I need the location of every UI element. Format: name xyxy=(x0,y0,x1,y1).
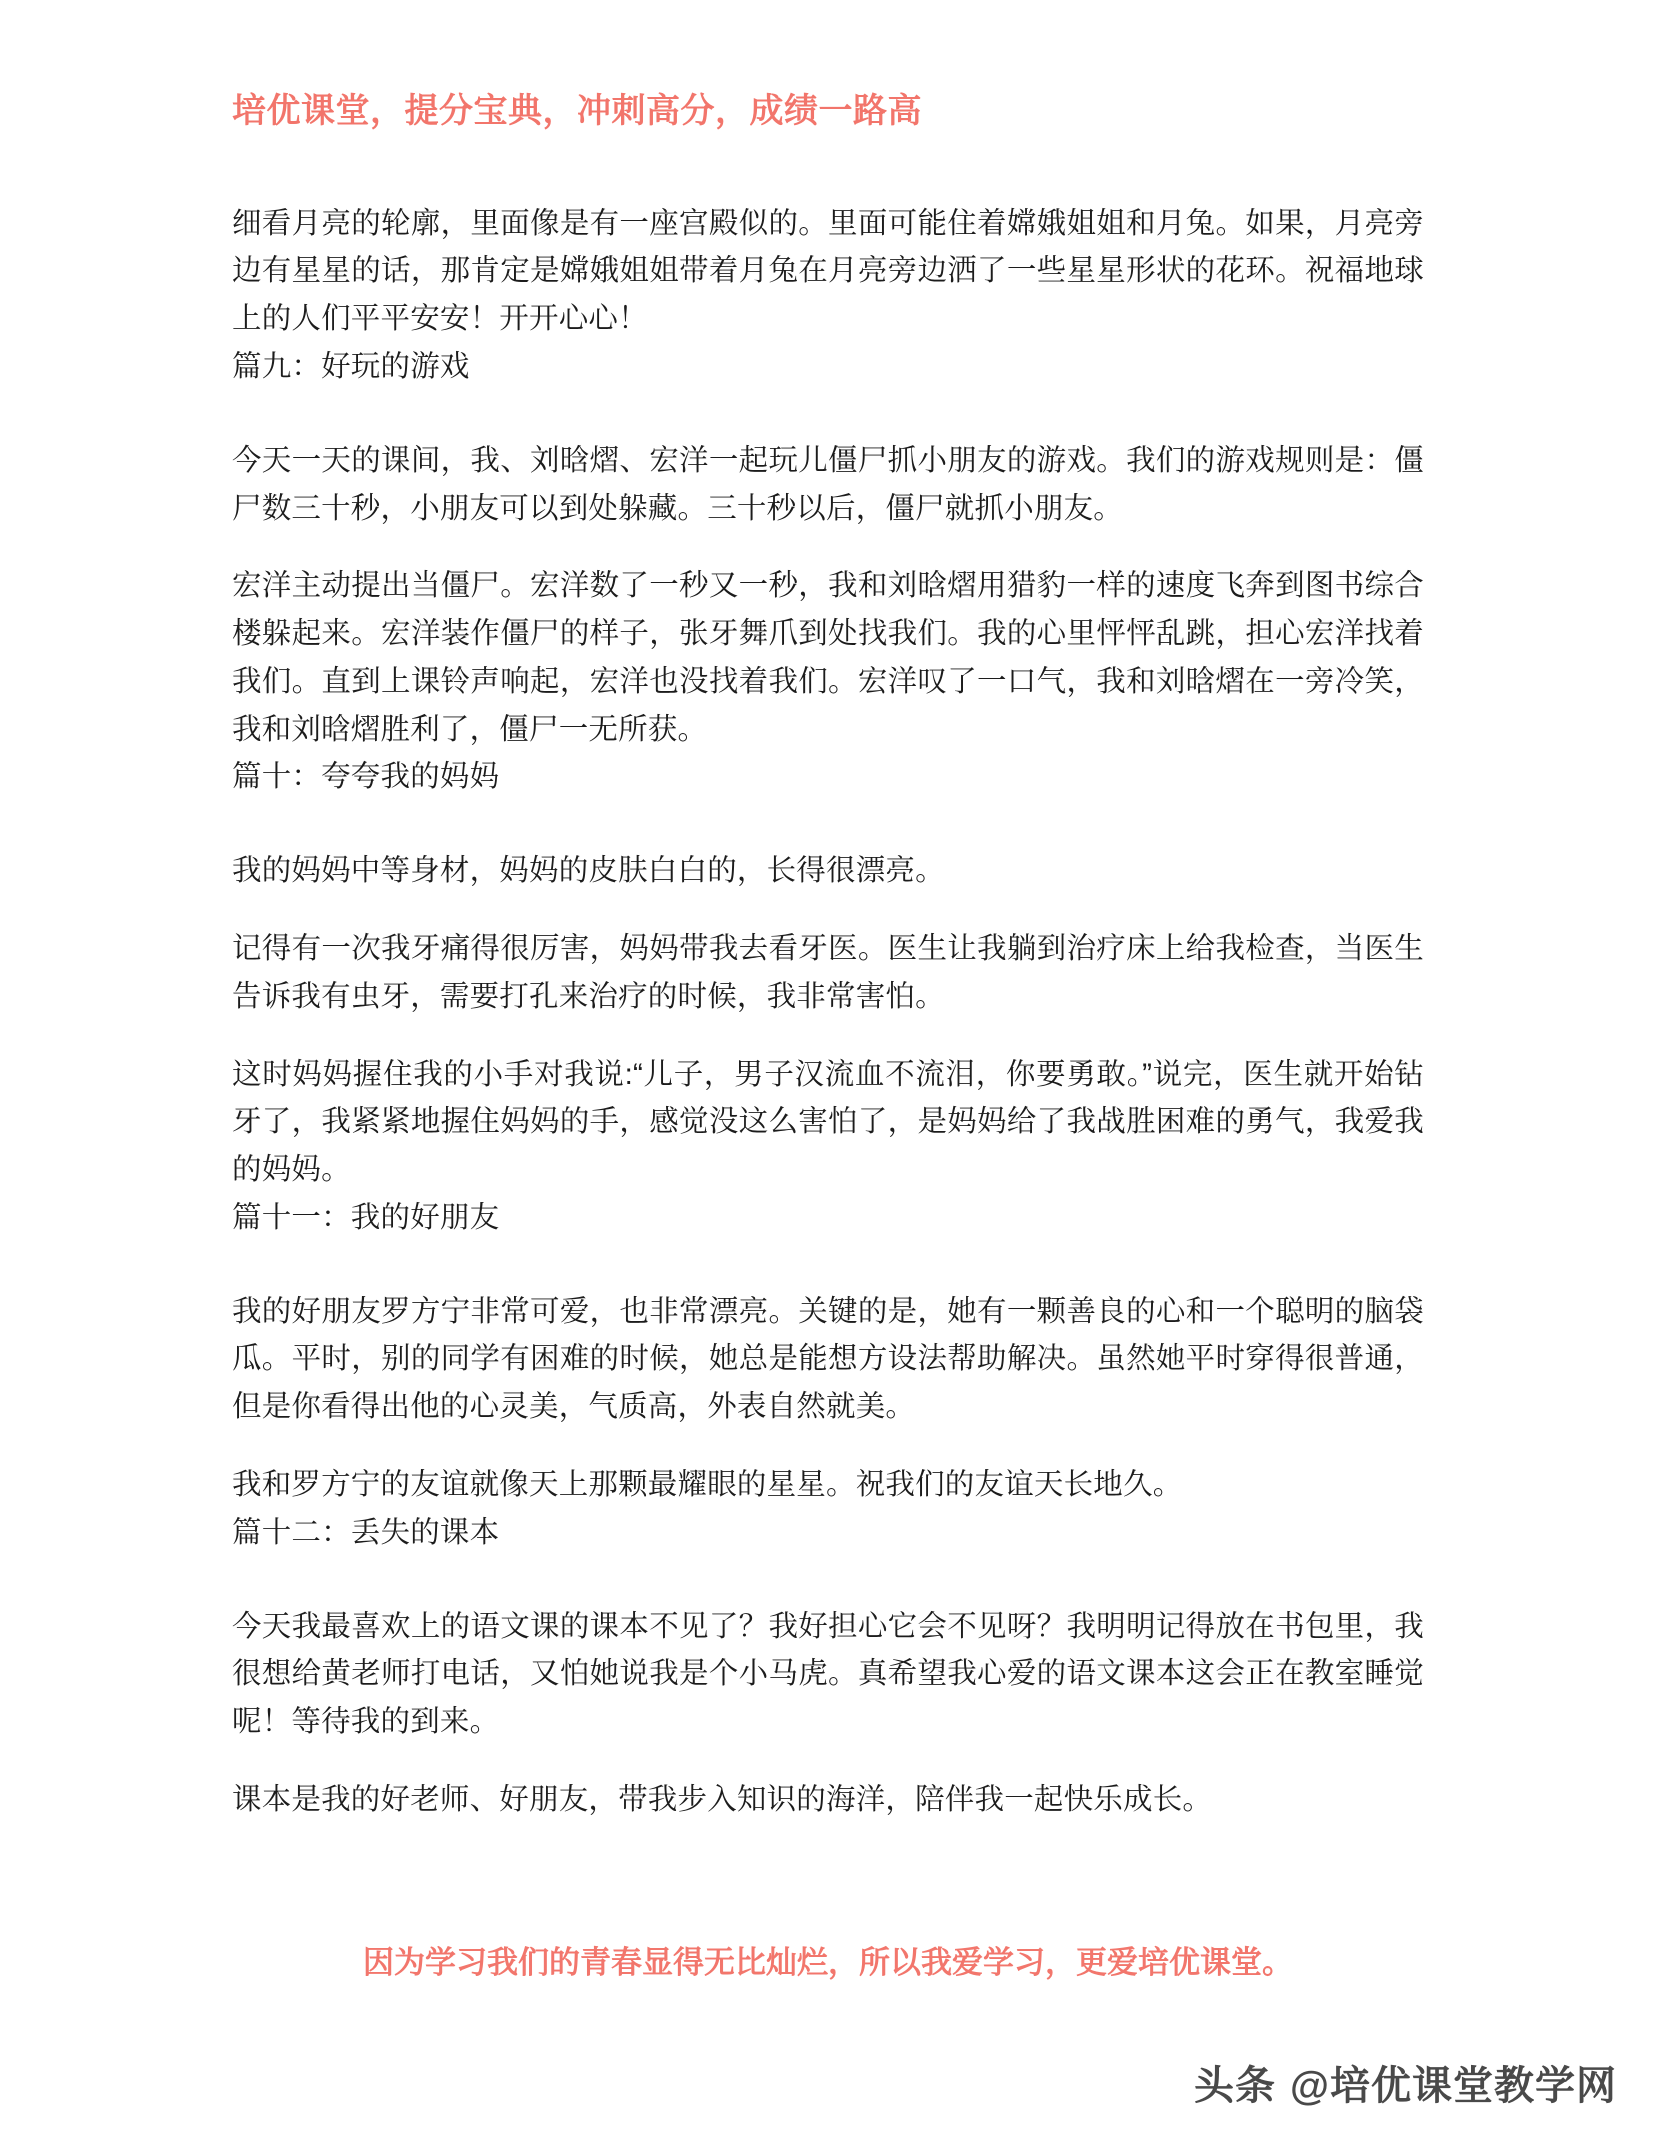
paragraph-p10-3: 这时妈妈握住我的小手对我说:“儿子，男子汉流血不流泪，你要勇敢。”说完，医生就开始钻牙了，我紧紧地握住妈妈的手，感觉没这么害怕了，是妈妈给了我战胜困难的勇气，我爱我的妈妈。 xyxy=(232,1057,1424,1187)
paragraph-p12-2: 课本是我的好老师、好朋友，带我步入知识的海洋，陪伴我一起快乐成长。 xyxy=(232,1782,1213,1816)
paragraph-p11-2: 我和罗方宁的友谊就像天上那颗最耀眼的星星。祝我们的友谊天长地久。 xyxy=(232,1468,1183,1501)
essay-body xyxy=(232,200,1424,1824)
section-heading-heading-9: 篇九：好玩的游戏 xyxy=(232,349,470,383)
paragraph-p9-1: 今天一天的课间，我、刘晗熠、宏洋一起玩儿僵尸抓小朋友的游戏。我们的游戏规则是：僵尸数三十秒，小朋友可以到处躲藏。三十秒以后，僵尸就抓小朋友。 xyxy=(232,443,1424,525)
document-content-column xyxy=(232,0,1424,1824)
footer-banner-tagline: 因为学习我们的青春显得无比灿烂，所以我爱学习，更爱培优课堂。 xyxy=(363,1945,1293,1980)
paragraph-p10-2: 记得有一次我牙痛得很厉害，妈妈带我去看牙医。医生让我躺到治疗床上给我检查，当医生告诉我有虫牙，需要打孔来治疗的时候，我非常害怕。 xyxy=(232,931,1424,1013)
watermark-brand: 头条 xyxy=(1193,2064,1276,2108)
section-heading-heading-11: 篇十一：我的好朋友 xyxy=(232,1200,500,1234)
paragraph-p12-1: 今天我最喜欢上的语文课的课本不见了？我好担心它会不见呀？我明明记得放在书包里，我很想给黄老师打电话，又怕她说我是个小马虎。真希望我心爱的语文课本这会正在教室睡觉呢！等待我的到来。 xyxy=(232,1609,1424,1739)
section-heading-heading-10: 篇十：夸夸我的妈妈 xyxy=(232,760,500,794)
section-heading-heading-12: 篇十二：丢失的课本 xyxy=(232,1515,500,1549)
paragraph-p9-2: 宏洋主动提出当僵尸。宏洋数了一秒又一秒，我和刘晗熠用猎豹一样的速度飞奔到图书综合楼躲起来。宏洋装作僵尸的样子，张牙舞爪到处找我们。我的心里怦怦乱跳，担心宏洋找着我们。直到上课铃声响起，宏洋也没找着我们。宏洋叹了一口气，我和刘晗熠在一旁冷笑，我和刘晗熠胜利了，僵尸一无所获。 xyxy=(232,569,1424,746)
paragraph-p10-1: 我的妈妈中等身材，妈妈的皮肤白白的，长得很漂亮。 xyxy=(232,854,945,888)
paragraph-p11-1: 我的好朋友罗方宁非常可爱，也非常漂亮。关键的是，她有一颗善良的心和一个聪明的脑袋瓜。平时，别的同学有困难的时候，她总是能想方设法帮助解决。虽然她平时穿得很普通，但是你看得出他的心灵美，气质高，外表自然就美。 xyxy=(232,1294,1424,1424)
watermark xyxy=(1194,2054,1617,2111)
paragraph-intro-moon: 细看月亮的轮廓，里面像是有一座宫殿似的。里面可能住着嫦娥姐姐和月兔。如果，月亮旁边有星星的话，那肯定是嫦娥姐姐带着月兔在月亮旁边洒了一些星星形状的花环。祝福地球上的人们平平安安！开开心心！ xyxy=(232,206,1424,336)
header-banner-tagline: 培优课堂，提分宝典，冲刺高分，成绩一路高 xyxy=(232,92,922,130)
watermark-handle: @培优课堂教学网 xyxy=(1289,2064,1617,2108)
